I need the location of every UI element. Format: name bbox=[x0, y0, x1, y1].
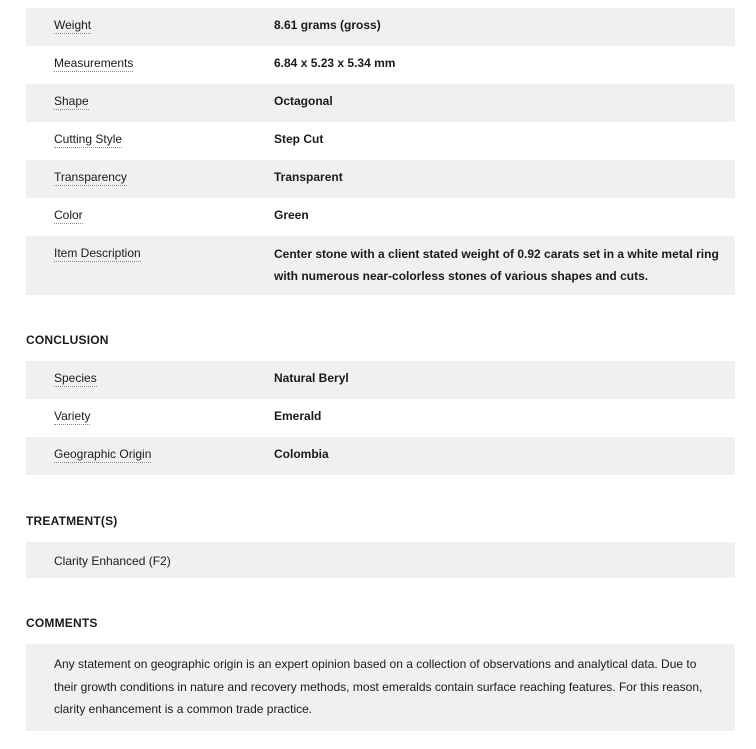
details-value: Step Cut bbox=[274, 132, 324, 146]
details-label-cell bbox=[26, 198, 274, 236]
details-label[interactable]: Weight bbox=[54, 18, 92, 32]
details-row-item-description bbox=[26, 236, 735, 295]
conclusion-label[interactable]: Species bbox=[54, 371, 97, 385]
conclusion-value: Colombia bbox=[274, 447, 329, 461]
details-row-measurements bbox=[26, 46, 735, 84]
treatments-text: Clarity Enhanced (F2) bbox=[54, 554, 171, 568]
details-label[interactable]: Color bbox=[54, 208, 83, 222]
details-row-shape bbox=[26, 84, 735, 122]
details-row-cutting-style bbox=[26, 122, 735, 160]
details-row-transparency bbox=[26, 160, 735, 198]
comments-heading: COMMENTS bbox=[26, 616, 98, 630]
conclusion-heading: CONCLUSION bbox=[26, 333, 109, 347]
details-label[interactable]: Transparency bbox=[54, 170, 127, 184]
conclusion-value: Emerald bbox=[274, 409, 322, 423]
details-value: Transparent bbox=[274, 170, 343, 184]
details-label[interactable]: Shape bbox=[54, 94, 89, 108]
conclusion-label-cell bbox=[26, 437, 274, 475]
conclusion-row-species bbox=[26, 361, 735, 399]
details-label-cell bbox=[26, 236, 274, 295]
conclusion-label-cell bbox=[26, 361, 274, 399]
conclusion-row-variety bbox=[26, 399, 735, 437]
details-label-cell bbox=[26, 160, 274, 198]
treatments-block bbox=[26, 542, 735, 578]
conclusion-row-geographic-origin bbox=[26, 437, 735, 475]
details-table bbox=[26, 8, 735, 295]
details-value: 6.84 x 5.23 x 5.34 mm bbox=[274, 56, 396, 70]
details-label[interactable]: Measurements bbox=[54, 56, 134, 70]
details-label[interactable]: Item Description bbox=[54, 246, 141, 260]
details-label-cell bbox=[26, 46, 274, 84]
details-label-cell bbox=[26, 122, 274, 160]
conclusion-label[interactable]: Geographic Origin bbox=[54, 447, 152, 461]
conclusion-table bbox=[26, 361, 735, 475]
details-label-cell bbox=[26, 8, 274, 46]
conclusion-label[interactable]: Variety bbox=[54, 409, 91, 423]
details-label[interactable]: Cutting Style bbox=[54, 132, 123, 146]
details-row-color bbox=[26, 198, 735, 236]
details-value: Octagonal bbox=[274, 94, 333, 108]
details-row-weight bbox=[26, 8, 735, 46]
conclusion-label-cell bbox=[26, 399, 274, 437]
comments-text: Any statement on geographic origin is an expert opinion based on a collection of observations and analytical data. Due to their growth conditions in nature and recovery methods, most emeralds contain surface reaching features. For this reason, clarity enhancement is a common trade practice. bbox=[54, 657, 703, 716]
details-value: 8.61 grams (gross) bbox=[274, 18, 381, 32]
details-value: Center stone with a client stated weight of 0.92 carats set in a white metal ring with numerous near-colorless stones of various shapes and cuts. bbox=[274, 247, 719, 283]
treatments-heading: TREATMENT(S) bbox=[26, 514, 118, 528]
details-label-cell bbox=[26, 84, 274, 122]
conclusion-value: Natural Beryl bbox=[274, 371, 349, 385]
comments-block bbox=[26, 644, 735, 731]
details-value: Green bbox=[274, 208, 309, 222]
